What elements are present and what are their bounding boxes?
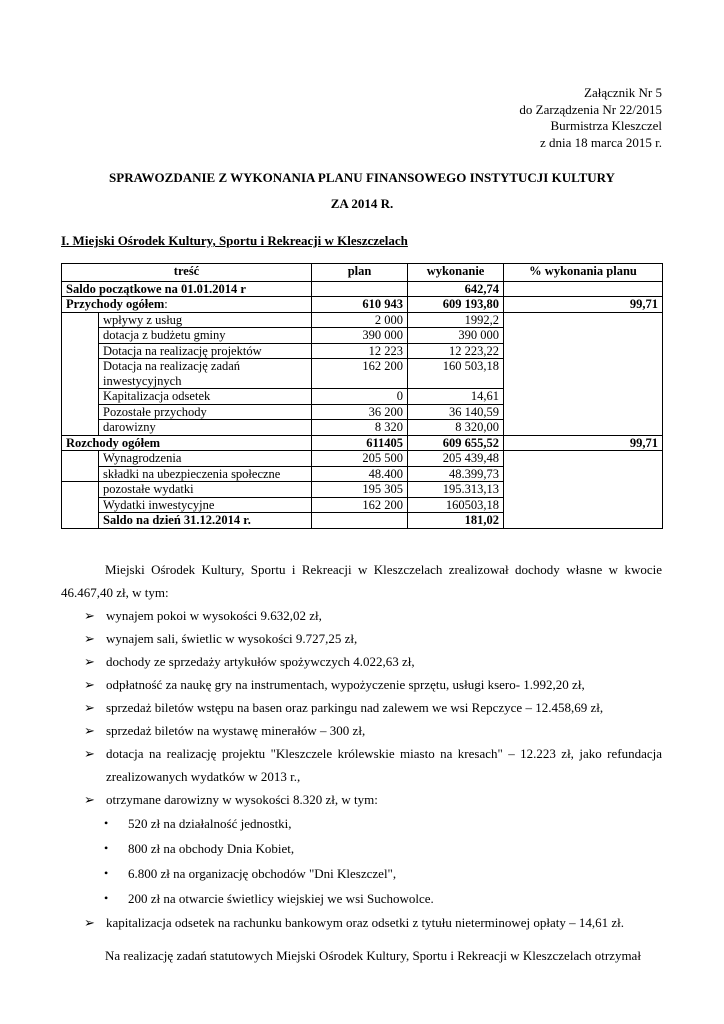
- row-wykonanie: 205 439,48: [408, 451, 504, 467]
- row-label: wpływy z usług: [99, 312, 312, 328]
- row-plan: 2 000: [312, 312, 408, 328]
- rozchody-plan: 611405: [312, 435, 408, 451]
- row-plan: 36 200: [312, 404, 408, 420]
- table-row: [62, 451, 663, 467]
- list-item-text: wynajem pokoi w wysokości 9.632,02 zł,: [106, 608, 322, 623]
- row-plan: 0: [312, 389, 408, 405]
- row-wykonanie: 12 223,22: [408, 343, 504, 359]
- row-wykonanie: 8 320,00: [408, 420, 504, 436]
- rozchody-indent-cell-2: [62, 482, 99, 529]
- saldo-start-plan: [312, 281, 408, 297]
- przychody-wykonanie: 609 193,80: [408, 297, 504, 313]
- arrow-bullet-icon: ➢: [84, 792, 95, 807]
- row-label: Dotacja na realizację zadań inwestycyjnych: [99, 359, 312, 389]
- list-item: [0, 788, 724, 811]
- rozchody-row: [62, 435, 663, 451]
- list-item-text: otrzymane darowizny w wysokości 8.320 zł, w tym:: [106, 792, 378, 807]
- income-list: [0, 604, 724, 934]
- row-wykonanie: 160 503,18: [408, 359, 504, 389]
- sublist-item-text: 520 zł na działalność jednostki,: [128, 816, 292, 831]
- saldo-start-wykonanie: 642,74: [408, 281, 504, 297]
- sublist-item: [0, 886, 724, 911]
- header-tresc: treść: [62, 264, 312, 282]
- annex-line-1: Załącznik Nr 5: [584, 85, 662, 100]
- annex-line-4: z dnia 18 marca 2015 r.: [539, 134, 662, 150]
- list-item-text: wynajem sali, świetlic w wysokości 9.727,25 zł,: [106, 631, 358, 646]
- list-item: [0, 604, 724, 627]
- sublist-item: [0, 861, 724, 886]
- list-item: [0, 627, 724, 650]
- row-plan: 48.400: [312, 466, 408, 482]
- header-plan: plan: [312, 264, 408, 282]
- przychody-indent-cell: [62, 312, 99, 435]
- list-item: [0, 650, 724, 673]
- przychody-colon: :: [164, 297, 168, 311]
- row-label: pozostałe wydatki: [99, 482, 312, 498]
- arrow-bullet-icon: ➢: [84, 700, 95, 715]
- list-item: [0, 911, 724, 934]
- list-item-text: dotacja na realizację projektu "Kleszczele królewskie miasto na kresach" – 12.223 zł, jako refundacja zrealizowanych wydatków w 2013 r.,: [106, 746, 662, 784]
- annex-line-3: Burmistrza Kleszczel: [550, 118, 662, 133]
- row-plan: 195 305: [312, 482, 408, 498]
- row-wykonanie: 195.313,13: [408, 482, 504, 498]
- dot-bullet-icon: •: [104, 866, 109, 880]
- rozchody-label: Rozchody ogółem: [62, 435, 312, 451]
- row-plan: 8 320: [312, 420, 408, 436]
- przychody-procent: 99,71: [504, 297, 663, 313]
- sublist-item-text: 800 zł na obchody Dnia Kobiet,: [128, 841, 295, 856]
- rozchody-indent-cell-1: [62, 451, 99, 482]
- przychody-label: Przychody ogółem: [66, 297, 165, 311]
- arrow-bullet-icon: ➢: [84, 915, 95, 930]
- arrow-bullet-icon: ➢: [84, 608, 95, 623]
- row-label: Pozostałe przychody: [99, 404, 312, 420]
- income-paragraph: Miejski Ośrodek Kultury, Sportu i Rekreacji w Kleszczelach zrealizował dochody własne w kwocie 46.467,40 zł, w tym:: [61, 562, 662, 600]
- row-wykonanie: 1992,2: [408, 312, 504, 328]
- row-wykonanie: 160503,18: [408, 497, 504, 513]
- dot-bullet-icon: •: [104, 816, 109, 830]
- przychody-label-cell: [62, 297, 312, 313]
- financial-table: [61, 263, 663, 529]
- list-item-text: dochody ze sprzedaży artykułów spożywczych 4.022,63 zł,: [106, 654, 415, 669]
- row-label: dotacja z budżetu gminy: [99, 328, 312, 344]
- row-label: Wydatki inwestycyjne: [99, 497, 312, 513]
- saldo-start-label: Saldo początkowe na 01.01.2014 r: [62, 281, 312, 297]
- list-item-text: odpłatność za naukę gry na instrumentach, wypożyczenie sprzętu, usługi ksero- 1.992,20 zł,: [106, 677, 585, 692]
- saldo-end-wykonanie: 181,02: [408, 513, 504, 529]
- rozchody-procent: 99,71: [504, 435, 663, 451]
- header-procent: % wykonania planu: [504, 264, 663, 282]
- sublist-item: [0, 836, 724, 861]
- header-wykonanie: wykonanie: [408, 264, 504, 282]
- arrow-bullet-icon: ➢: [84, 631, 95, 646]
- list-item: [0, 719, 724, 742]
- row-wykonanie: 48.399,73: [408, 466, 504, 482]
- arrow-bullet-icon: ➢: [84, 654, 95, 669]
- przychody-plan: 610 943: [312, 297, 408, 313]
- arrow-bullet-icon: ➢: [84, 723, 95, 738]
- saldo-start-row: [62, 281, 663, 297]
- annex-line-2: do Zarządzenia Nr 22/2015: [519, 101, 662, 117]
- list-item: [0, 696, 724, 719]
- document-title: SPRAWOZDANIE Z WYKONANIA PLANU FINANSOWEGO INSTYTUCJI KULTURY: [109, 170, 615, 185]
- arrow-bullet-icon: ➢: [84, 677, 95, 692]
- row-label: Wynagrodzenia: [99, 451, 312, 467]
- annex-header: [519, 85, 662, 151]
- row-wykonanie: 390 000: [408, 328, 504, 344]
- row-plan: 12 223: [312, 343, 408, 359]
- list-item-text: sprzedaż biletów wstępu na basen oraz parkingu nad zalewem we wsi Repczyce – 12.458,69 zł,: [106, 700, 604, 715]
- section-title: I. Miejski Ośrodek Kultury, Sportu i Rekreacji w Kleszczelach: [61, 233, 408, 248]
- saldo-start-procent: [504, 281, 663, 297]
- dot-bullet-icon: •: [104, 841, 109, 855]
- table-row: [62, 312, 663, 328]
- saldo-end-plan: [312, 513, 408, 529]
- list-item-text: kapitalizacja odsetek na rachunku bankowym oraz odsetki z tytułu nieterminowej opłaty – 14,61 zł.: [106, 915, 625, 930]
- row-wykonanie: 14,61: [408, 389, 504, 405]
- arrow-bullet-icon: ➢: [84, 746, 95, 761]
- list-item-text: sprzedaż biletów na wystawę minerałów – 300 zł,: [106, 723, 366, 738]
- sublist-item: [0, 811, 724, 836]
- row-label: darowizny: [99, 420, 312, 436]
- row-label: Kapitalizacja odsetek: [99, 389, 312, 405]
- row-wykonanie: 36 140,59: [408, 404, 504, 420]
- list-item: [0, 673, 724, 696]
- rozchody-wykonanie: 609 655,52: [408, 435, 504, 451]
- row-plan: 162 200: [312, 497, 408, 513]
- dot-bullet-icon: •: [104, 891, 109, 905]
- sublist-item-text: 200 zł na otwarcie świetlicy wiejskiej we wsi Suchowolce.: [128, 891, 434, 906]
- row-plan: 390 000: [312, 328, 408, 344]
- list-item: [0, 742, 724, 788]
- row-label: Dotacja na realizację projektów: [99, 343, 312, 359]
- przychody-row: [62, 297, 663, 313]
- row-label: składki na ubezpieczenia społeczne: [99, 466, 312, 482]
- row-plan: 205 500: [312, 451, 408, 467]
- rozchody-procent-blank: [504, 451, 663, 529]
- row-plan: 162 200: [312, 359, 408, 389]
- closing-paragraph: Na realizację zadań statutowych Miejski Ośrodek Kultury, Sportu i Rekreacji w Kleszczelach otrzymał: [105, 948, 641, 963]
- table-header-row: [62, 264, 663, 282]
- przychody-procent-blank: [504, 312, 663, 435]
- sublist-item-text: 6.800 zł na organizację obchodów "Dni Kleszczel",: [128, 866, 397, 881]
- document-title-year: ZA 2014 R.: [330, 196, 394, 211]
- saldo-end-label: Saldo na dzień 31.12.2014 r.: [99, 513, 312, 529]
